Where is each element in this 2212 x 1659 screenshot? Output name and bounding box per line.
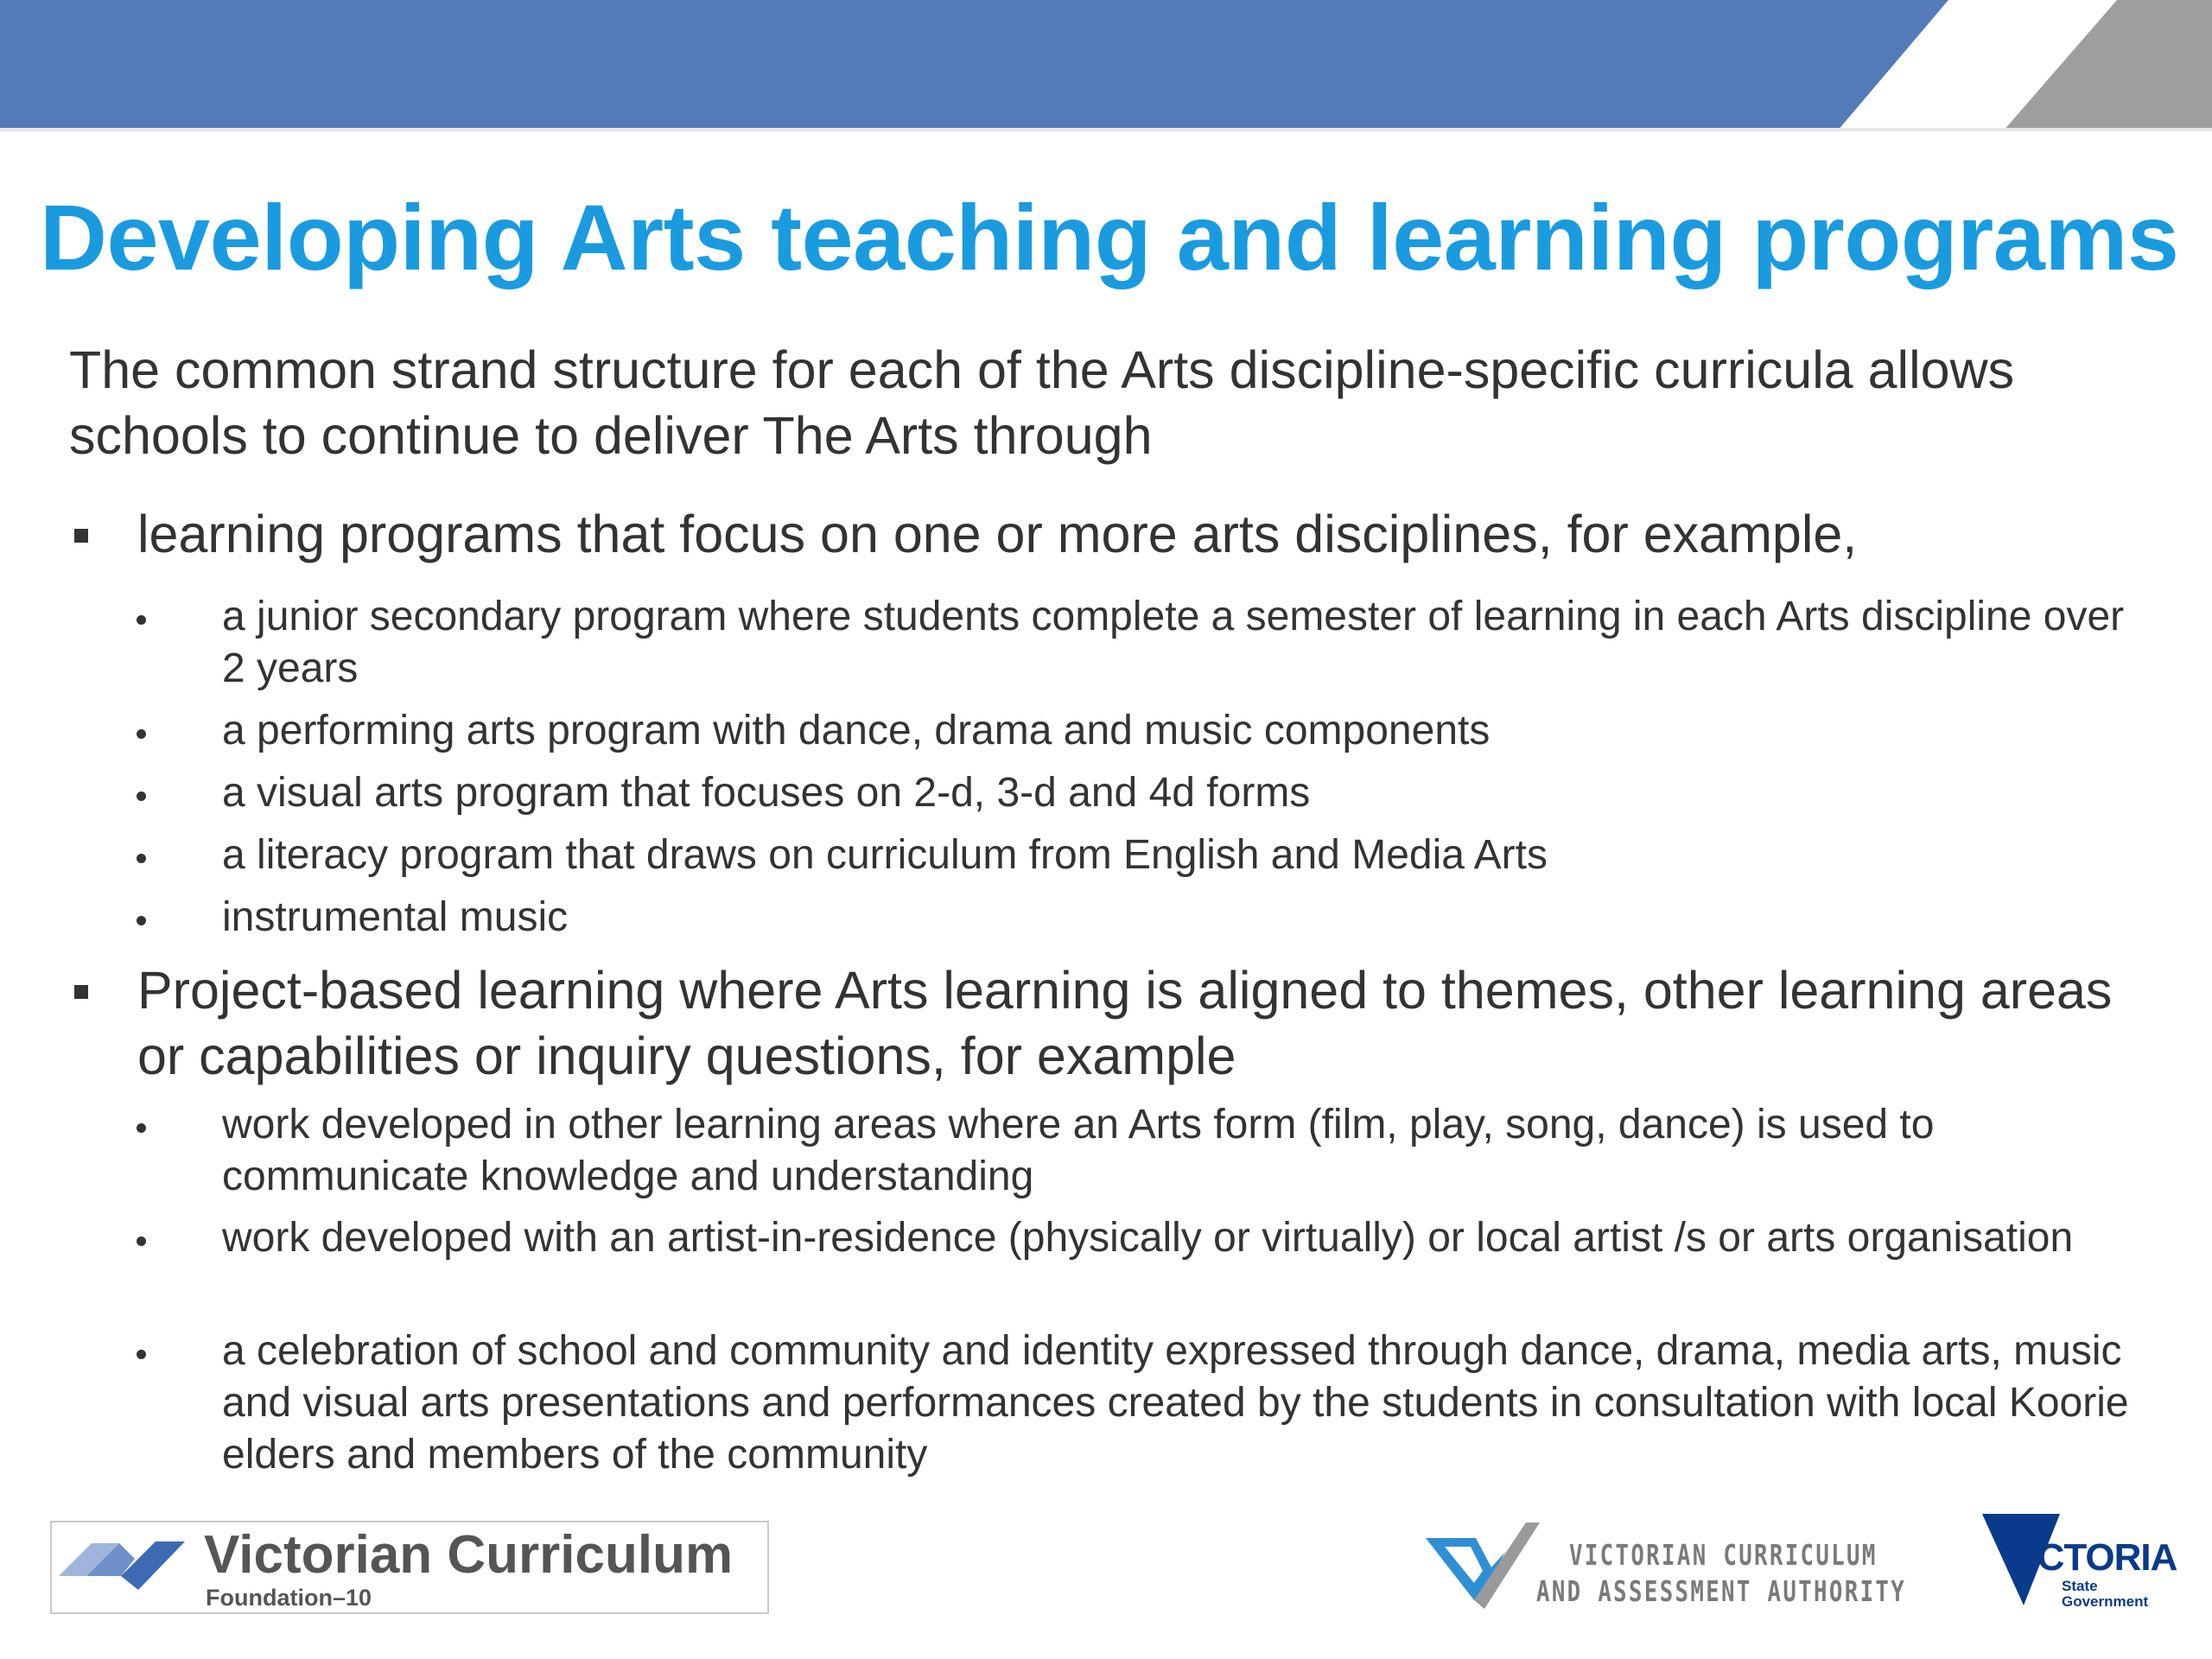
sub-bullet-text: a junior secondary program where students complete a semester of learning in each Arts discipline over 2 years [222,594,2125,691]
sub-bullet-text: a literacy program that draws on curriculum from English and Media Arts [222,832,1548,878]
vcaa-line-1: VICTORIAN CURRICULUM [1569,1538,1878,1572]
sub-bullet-text: a performing arts program with dance, drama and music components [222,708,1491,753]
victoria-state-government-logo [1980,1510,2177,1618]
sub-bullet-text: a visual arts program that focuses on 2-d, 3-d and 4d forms [222,770,1311,816]
sub-bullet-text: instrumental music [222,894,569,940]
victorian-curriculum-logo [50,1521,769,1614]
dot-bullet-icon [137,1123,146,1133]
dot-bullet-icon [137,1350,146,1359]
bullet-text: Project-based learning where Arts learning is aligned to themes, other learning areas or capabilities or inquiry questions, for example [137,961,2113,1085]
square-bullet-icon [74,529,88,543]
victoria-wordmark: VICTORIA [2003,1536,2177,1579]
dot-bullet-icon [137,1236,146,1246]
bullet-text: learning programs that focus on one or more arts disciplines, for example, [137,505,1858,563]
dot-bullet-icon [137,791,146,801]
vc-logo-subtitle: Foundation–10 [206,1585,372,1611]
dot-bullet-icon [137,916,146,925]
vc-chevron-icon [52,1522,204,1616]
victoria-state-text: State [2062,1578,2098,1594]
sub-bullet-text: a celebration of school and community and identity expressed through dance, drama, media arts, music and visual arts presentations and performances created by the students in consultation with local Koorie elders and members of the community [222,1328,2129,1478]
dot-bullet-icon [137,729,146,739]
square-bullet-icon [74,985,88,999]
sub-bullet-text: work developed with an artist-in-residence (physically or virtually) or local artist /s or arts organisation [222,1215,2074,1261]
victoria-government-text: Government [2062,1593,2149,1610]
vcaa-tick-icon [1422,1517,1543,1612]
dot-bullet-icon [137,854,146,863]
dot-bullet-icon [137,615,146,625]
vc-logo-title: Victorian Curriculum [204,1525,734,1585]
intro-paragraph: The common strand structure for each of the Arts discipline-specific curricula allows schools to continue to deliver The Arts through [69,340,2015,465]
slide-title: Developing Arts teaching and learning programs [40,185,2179,289]
sub-bullet-text: work developed in other learning areas where an Arts form (film, play, song, dance) is used to communicate knowledge and understanding [222,1102,1935,1199]
vcaa-line-2: AND ASSESSMENT AUTHORITY [1536,1574,1907,1608]
vcaa-logo [1422,1517,1923,1612]
